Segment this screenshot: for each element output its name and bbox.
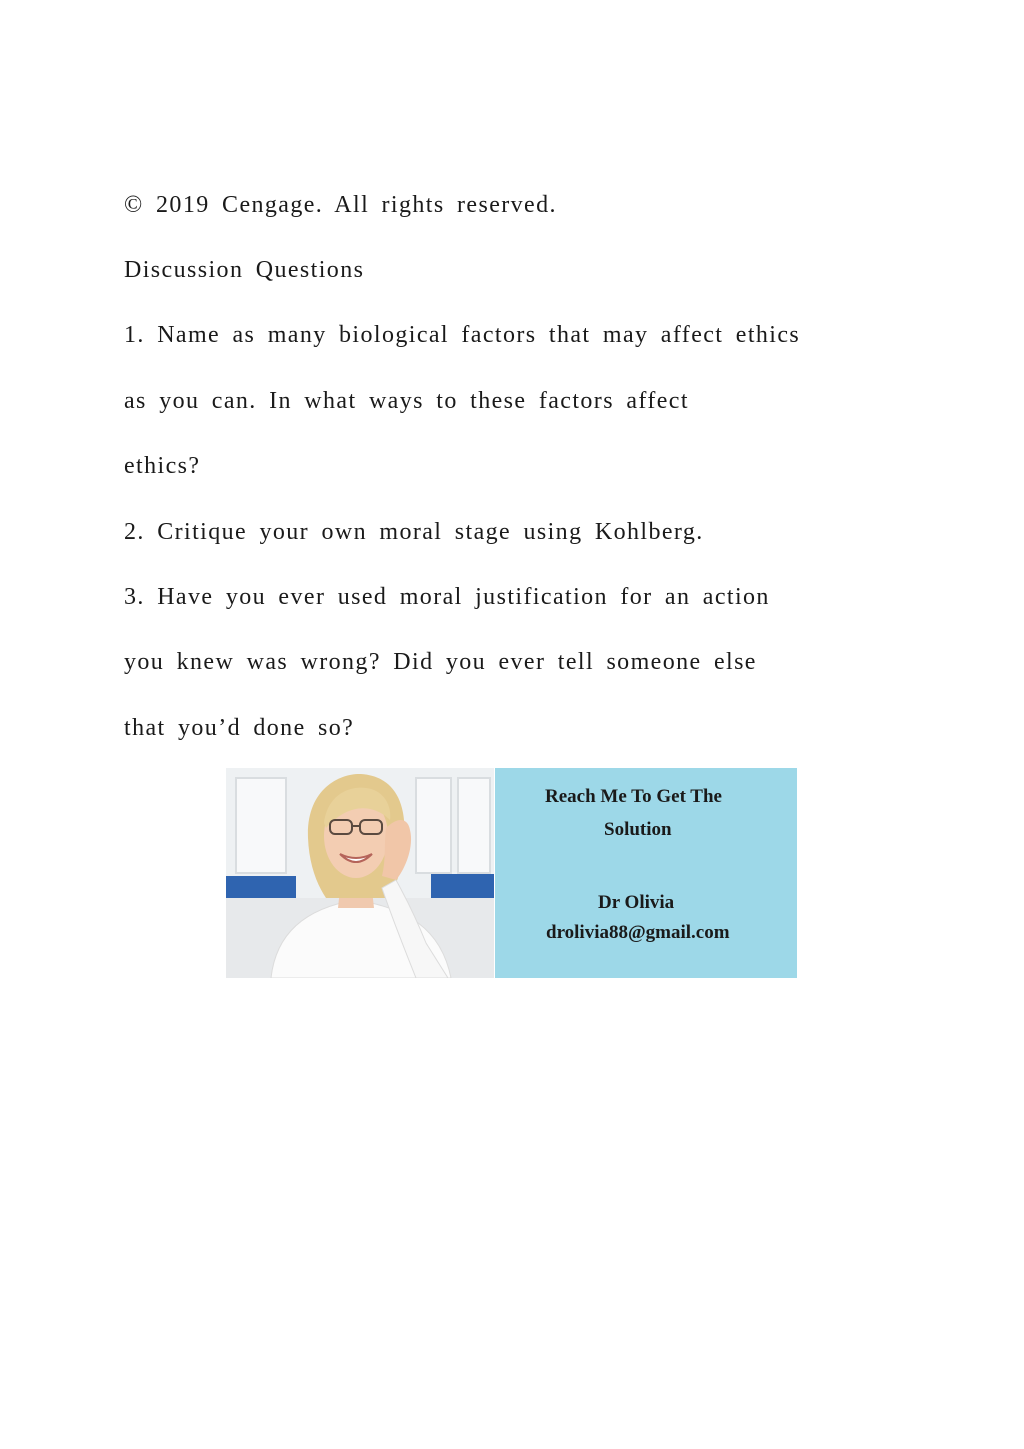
woman-portrait-image	[226, 768, 494, 978]
question-1-line-1: 1. Name as many biological factors that may affect ethics	[124, 322, 801, 348]
question-1-line-2: as you can. In what ways to these factors affect	[124, 388, 689, 414]
contact-banner	[226, 768, 797, 978]
question-3-line-2: you knew was wrong? Did you ever tell someone else	[124, 649, 757, 675]
copyright-line: © 2019 Cengage. All rights reserved.	[124, 192, 557, 218]
portrait-photo	[226, 768, 494, 978]
contact-email: drolivia88@gmail.com	[546, 922, 730, 943]
question-3-line-1: 3. Have you ever used moral justification for an action	[124, 584, 770, 610]
contact-heading-line-2: Solution	[604, 819, 672, 840]
contact-heading-line-1: Reach Me To Get The	[545, 786, 722, 807]
contact-name: Dr Olivia	[598, 892, 675, 913]
question-2-line-1: 2. Critique your own moral stage using Kohlberg.	[124, 519, 704, 545]
question-1-line-3: ethics?	[124, 453, 201, 479]
section-heading: Discussion Questions	[124, 257, 365, 283]
question-3-line-3: that you’d done so?	[124, 715, 355, 741]
contact-info-box	[495, 768, 797, 978]
